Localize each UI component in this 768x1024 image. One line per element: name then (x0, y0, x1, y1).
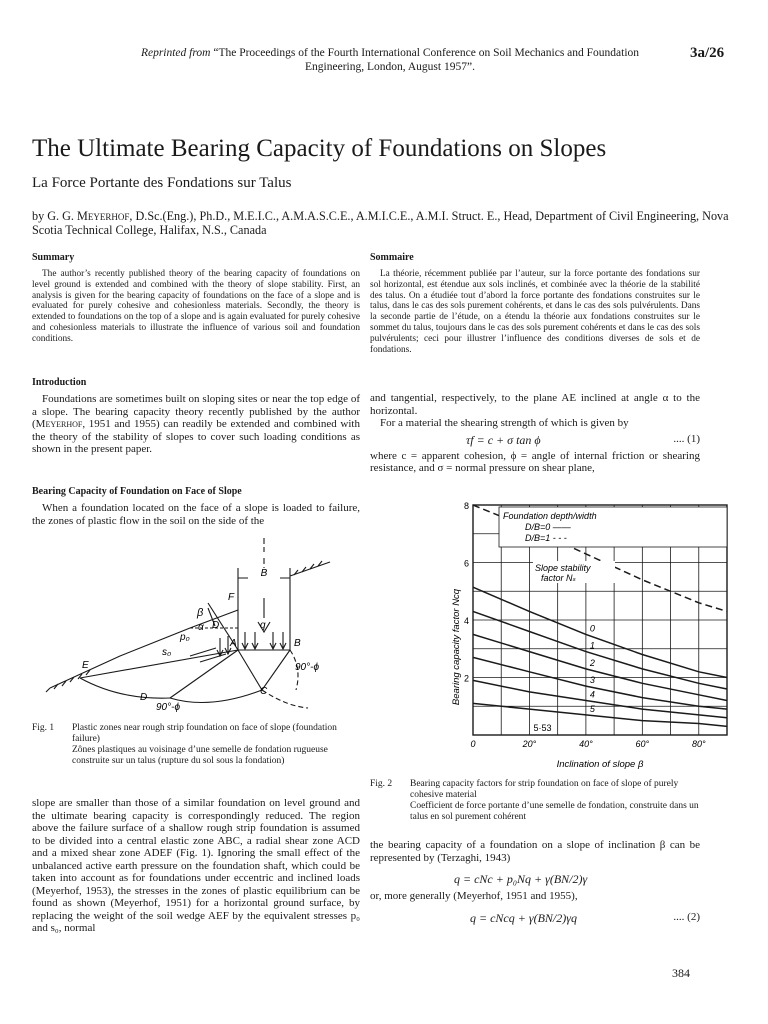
equation-3-number: .... (2) (673, 910, 700, 923)
right-bottom-text (370, 839, 700, 929)
slope-surface (50, 610, 238, 688)
equation-2: q = cNc + p₀Nq + γ(BN/2)γ (454, 872, 588, 886)
label-q: q (260, 620, 266, 631)
fig1-caption-fr: Zônes plastiques au voisinage d’une semelle de fondation rugueuse construite sur un talus (rupture du sol sous la fondation) (72, 745, 328, 766)
label-c: C (260, 686, 268, 697)
label-s0: s₀ (162, 647, 172, 658)
legend-solid: D/B=0 —— (525, 522, 571, 532)
author-prefix: by G. G. (32, 209, 74, 223)
introduction-section (32, 377, 360, 456)
fig2-caption-en: Bearing capacity factors for strip foundation on face of slope of purely cohesive material (410, 779, 679, 800)
fig2-caption-fr: Coefficient de force portante d’une semelle de fondation, construite dans un talus en sol purement cohérent (410, 801, 699, 822)
summary-text: The author’s recently published theory of the bearing capacity of foundations on level ground is extended and combined with the theory of slope stability. First, an analysis is given for the bearing capacity of foundations on the face of a slope and is evaluated for purely cohesive and cohesionless materials. Secondly, the theory is extended to foundations on the top of a slope and is again evaluated for purely cohesive and cohesionless materials to illustrate the influence of various soil and foundation conditions. (32, 269, 360, 344)
right-paragraph-4: the bearing capacity of a foundation on a slope of inclination β can be represented by (Terzaghi, 1943) (370, 839, 700, 864)
equation-1-row (370, 430, 700, 450)
intro-citation: Meyerhof (35, 418, 83, 430)
radial-zone-arc (170, 690, 262, 703)
sommaire-heading: Sommaire (370, 252, 414, 263)
summary-block (32, 252, 360, 345)
ns-curve-label: 1 (589, 640, 595, 651)
sommaire-block (370, 252, 700, 355)
y-tick-label: 6 (463, 558, 469, 569)
reprint-note (120, 46, 660, 74)
ns-label-line2: factor Nₛ (541, 573, 576, 583)
series-line (473, 587, 727, 677)
ns-curve-label: 3 (589, 675, 595, 686)
ns-curve-label: 5 (589, 703, 595, 714)
label-alpha: α (198, 622, 204, 633)
label-angle-lower: 90°-ϕ (156, 702, 181, 713)
author-name: Meyerhof (77, 209, 130, 223)
section-heading: Bearing Capacity of Foundation on Face of Slope (32, 486, 242, 497)
figure-1-caption (32, 723, 360, 767)
right-paragraph-2: For a material the shearing strength of which is given by (380, 417, 629, 429)
sommaire-text: La théorie, récemment publiée par l’auteur, sur la force portante des fondations sur sol horizontal, est étendue aux sols inclinés, et combinée avec la théorie de la stabilité des talus. On a étudiée tout d’abord la force portante des fondations construites sur le talus, dans le cas des sols purement cohérents, et dans le cas des sols pulvérulents. Dans la seconde partie de l’étude, on a étendu la théorie aux fondations construites sur le sommet du talus, toujours dans le cas des sols purement cohérents et dans le cas des sols pulvérulents; ceci pour illustrer l’influence des conditions diverses de sols et de fondations. (370, 269, 700, 355)
right-paragraph-1: and tangential, respectively, to the plane AE inclined at angle α to the horizontal. (370, 392, 700, 417)
ns-max-label: 5·53 (533, 723, 552, 733)
right-paragraph-5: or, more generally (Meyerhof, 1951 and 1955), (370, 890, 578, 902)
legend-title: Foundation depth/width (503, 511, 597, 521)
x-tick-label: 60° (635, 739, 650, 749)
label-b-width: B (260, 568, 268, 579)
y-tick-label: 8 (463, 501, 469, 511)
equation-3: q = cNcq + γ(BN/2)γq (470, 910, 577, 925)
x-tick-label: 0 (470, 739, 476, 749)
equation-1: τf = c + σ tan ϕ (466, 432, 541, 447)
equation-1-number: .... (1) (673, 432, 700, 445)
equation-2-row (370, 864, 700, 890)
author-line (32, 209, 738, 237)
label-p0: p₀ (180, 632, 190, 643)
section-paragraph: When a foundation located on the face of a slope is loaded to failure, the zones of plastic flow in the soil on the side of the (32, 502, 360, 527)
elastic-zone-abc (238, 650, 290, 690)
y-tick-label: 4 (463, 616, 469, 626)
fig2-number: Fig. 2 (370, 779, 393, 789)
section-face-of-slope (32, 486, 360, 527)
intro-text-b: , 1951 and 1955) can readily be extended and combined with the theory of the stability of slopes to cover such loading conditions as shown in the present paper. (32, 418, 360, 455)
series-line (473, 703, 727, 726)
introduction-paragraph (32, 393, 360, 456)
author-affiliation: , D.Sc.(Eng.), Ph.D., M.E.I.C., A.M.A.S.C.E., A.M.I.C.E., A.M.I. Struct. E., Head, Department of Civil Engineering, Nova Scotia Technical College, Halifax, N.S., Canada (32, 209, 729, 237)
summary-heading: Summary (32, 252, 75, 263)
series-line (473, 680, 727, 717)
label-e: E (82, 660, 89, 671)
ns-curve-label: 2 (589, 657, 595, 668)
paper-title: The Ultimate Bearing Capacity of Foundations on Slopes (32, 135, 607, 162)
equation-3-row (370, 903, 700, 929)
paper-reference: 3a/26 (690, 45, 725, 61)
ns-label-line1: Slope stability (535, 563, 591, 573)
x-tick-label: 40° (579, 739, 593, 749)
label-d-upper: D (212, 620, 220, 631)
reprint-prefix: Reprinted from (140, 47, 211, 59)
fig1-caption-en: Plastic zones near rough strip foundation on face of slope (foundation failure) (72, 723, 337, 744)
introduction-heading: Introduction (32, 377, 87, 388)
right-top-text (370, 392, 700, 475)
fig1-number: Fig. 1 (32, 723, 55, 733)
right-paragraph-3: where c = apparent cohesion, ϕ = angle of internal friction or shearing resistance, and σ = normal pressure on shear plane, (370, 449, 700, 474)
label-a: A (230, 638, 237, 649)
x-tick-label: 80° (691, 739, 706, 749)
page-number: 384 (672, 966, 690, 980)
figure-2-chart (445, 497, 745, 771)
paper-subtitle: La Force Portante des Fondations sur Talus (32, 175, 292, 191)
reprint-text: “The Proceedings of the Fourth International Conference on Soil Mechanics and Foundation Engineering, London, August 1957”. (213, 47, 640, 73)
x-tick-label: 20° (522, 739, 537, 749)
chart-xlabel: Inclination of slope β (556, 759, 644, 770)
label-d-lower: D (140, 692, 148, 703)
label-f: F (228, 592, 235, 603)
left-body-paragraph: slope are smaller than those of a similar foundation on level ground and the ultimate bearing capacity is correspondingly reduced. The region above the failure surface of a shallow rough strip foundation is assumed to be divided into a central elastic zone ABC, a radial shear zone ACD and a mixed shear zone ADEF (Fig. 1). Ignoring the small effect of the unbalanced active earth pressure on the foundation shaft, which could be taken into account as for foundations under eccentric and inclined loads (Meyerhof, 1953), the stresses in the zones of plastic equilibrium can be found as shown (Meyerhof, 1951) for a horizontal ground surface, by replacing the weight of the soil wedge AEF by the equivalent stresses p₀ and s₀, normal (32, 797, 360, 934)
intro-text-a: Foundations are sometimes built on sloping sites or near the top edge of a slope. The bearing capacity theory recently published by the author ( (32, 393, 360, 430)
figure-2-caption (370, 779, 700, 823)
chart-ylabel: Bearing capacity factor Ncq (451, 588, 462, 706)
legend-dashed: D/B=1 - - - (525, 533, 567, 543)
ns-curve-label: 0 (589, 623, 595, 634)
ns-curve-label: 4 (589, 689, 595, 700)
label-angle-right: 90°-ϕ (295, 662, 320, 673)
label-b-point: B (294, 638, 301, 649)
label-beta: β (197, 607, 204, 619)
series-line (473, 657, 727, 709)
y-tick-label: 2 (463, 673, 469, 684)
figure-1-diagram (40, 538, 360, 716)
